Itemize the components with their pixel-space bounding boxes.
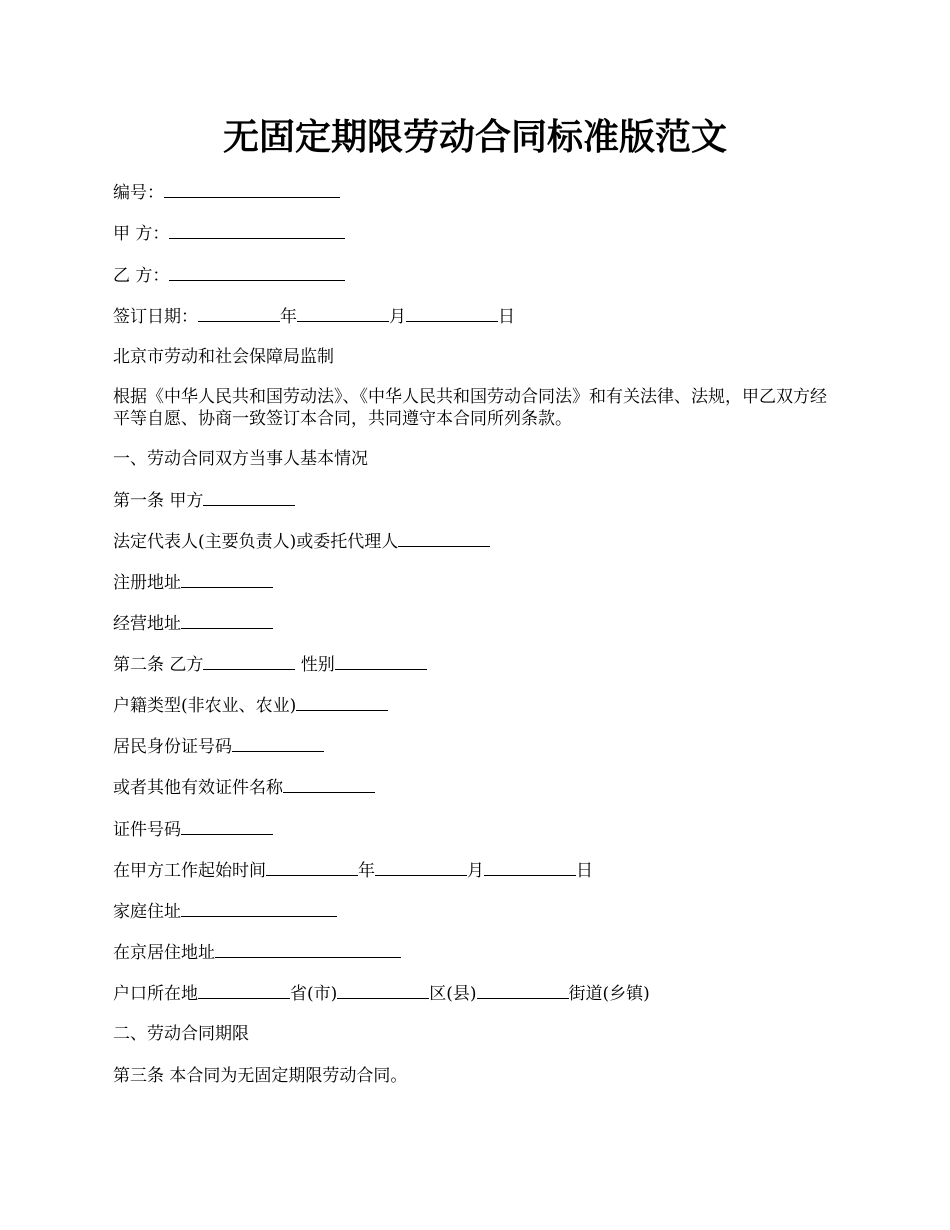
sign-date-label: 签订日期： — [113, 307, 198, 327]
intro-paragraph: 根据《中华人民共和国劳动法》、《中华人民共和国劳动合同法》和有关法律、法规，甲乙双方经平等自愿、协商一致签订本合同，共同遵守本合同所列条款。 — [113, 387, 827, 429]
number-blank — [164, 180, 340, 198]
day-text: 日 — [498, 307, 515, 327]
party-b-blank — [169, 263, 345, 281]
day-blank — [406, 304, 498, 322]
home-address-blank — [181, 899, 337, 917]
start-year-text: 年 — [358, 861, 375, 881]
party-a-label: 甲 方： — [113, 224, 170, 244]
article3-line: 第三条 本合同为无固定期限劳动合同。 — [113, 1066, 408, 1086]
start-time-line — [113, 858, 593, 883]
month-text: 月 — [389, 307, 406, 327]
section1-heading: 一、劳动合同双方当事人基本情况 — [113, 449, 368, 469]
street-text: 街道(乡镇) — [568, 984, 650, 1004]
id-number-line — [113, 734, 324, 759]
beijing-address-line — [113, 940, 401, 965]
document-title: 无固定期限劳动合同标准版范文 — [222, 116, 727, 158]
biz-address-blank — [181, 611, 273, 629]
article1-line — [113, 488, 295, 513]
month-blank — [297, 304, 389, 322]
hukou-location-label: 户口所在地 — [113, 984, 198, 1004]
gender-blank — [335, 652, 427, 670]
hukou-location-line — [113, 981, 650, 1006]
district-text: 区(县) — [429, 984, 477, 1004]
start-day-blank — [484, 858, 576, 876]
biz-address-label: 经营地址 — [113, 614, 181, 634]
cert-number-line — [113, 817, 273, 842]
street-blank — [477, 981, 569, 999]
number-line — [113, 180, 340, 205]
party-b-line — [113, 263, 345, 288]
article1-label: 第一条 甲方 — [113, 491, 204, 511]
party-a-name-blank — [203, 488, 295, 506]
start-day-text: 日 — [576, 861, 593, 881]
number-label: 编号： — [113, 183, 164, 203]
hukou-type-blank — [296, 693, 388, 711]
other-id-label: 或者其他有效证件名称 — [113, 778, 283, 798]
district-blank — [337, 981, 429, 999]
cert-number-label: 证件号码 — [113, 820, 181, 840]
legal-rep-label: 法定代表人(主要负责人)或委托代理人 — [113, 532, 399, 552]
sign-date-line — [113, 304, 515, 329]
year-blank — [198, 304, 280, 322]
legal-rep-blank — [398, 529, 490, 547]
party-a-line — [113, 221, 345, 246]
reg-address-label: 注册地址 — [113, 573, 181, 593]
gender-label: 性别 — [295, 655, 335, 675]
legal-rep-line — [113, 529, 490, 554]
supervision-text: 北京市劳动和社会保障局监制 — [113, 347, 334, 367]
home-address-line — [113, 899, 337, 924]
province-blank — [198, 981, 290, 999]
id-number-label: 居民身份证号码 — [113, 737, 232, 757]
start-month-blank — [375, 858, 467, 876]
hukou-type-line — [113, 693, 388, 718]
hukou-type-label: 户籍类型(非农业、农业) — [113, 696, 297, 716]
other-id-line — [113, 775, 375, 800]
article2-label: 第二条 乙方 — [113, 655, 204, 675]
start-time-label: 在甲方工作起始时间 — [113, 861, 266, 881]
start-year-blank — [266, 858, 358, 876]
reg-address-line — [113, 570, 273, 595]
year-text: 年 — [280, 307, 297, 327]
beijing-address-label: 在京居住地址 — [113, 943, 215, 963]
article2-line — [113, 652, 427, 677]
cert-number-blank — [181, 817, 273, 835]
party-b-name-blank — [203, 652, 295, 670]
beijing-address-blank — [215, 940, 401, 958]
start-month-text: 月 — [467, 861, 484, 881]
id-number-blank — [232, 734, 324, 752]
other-id-blank — [283, 775, 375, 793]
home-address-label: 家庭住址 — [113, 902, 181, 922]
section2-heading: 二、劳动合同期限 — [113, 1024, 249, 1044]
province-text: 省(市) — [290, 984, 338, 1004]
party-b-label: 乙 方： — [113, 266, 170, 286]
reg-address-blank — [181, 570, 273, 588]
biz-address-line — [113, 611, 273, 636]
party-a-blank — [169, 221, 345, 239]
